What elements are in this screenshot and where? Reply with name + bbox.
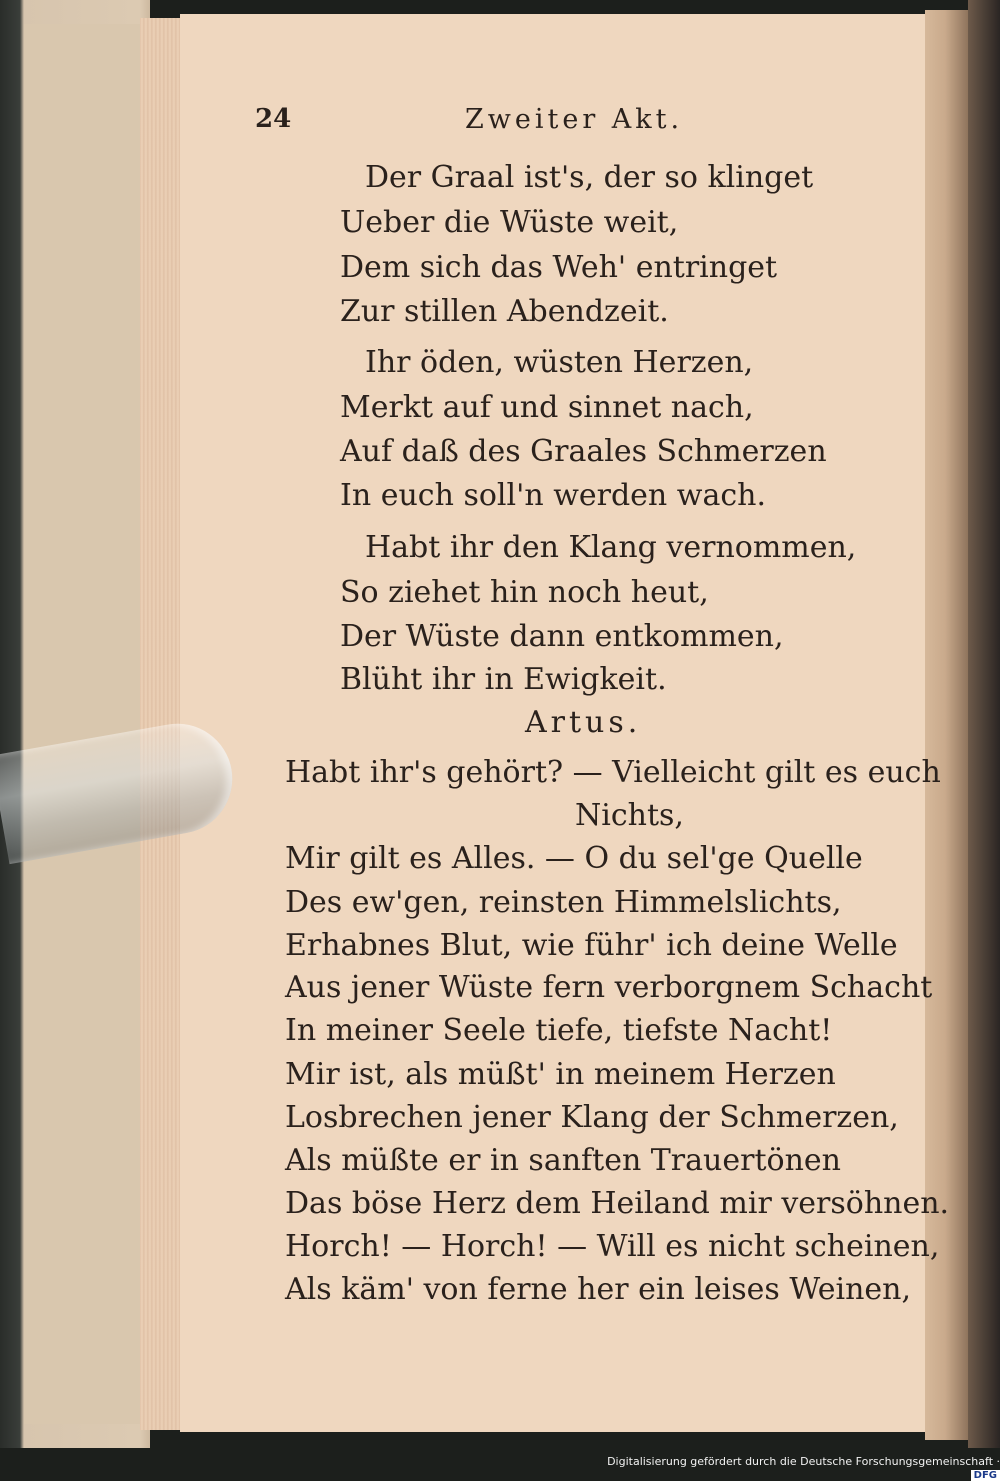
speech-line: Horch! — Horch! — Will es nicht scheinen, bbox=[285, 1229, 940, 1264]
verse-line: Der Graal ist's, der so klinget bbox=[365, 160, 814, 195]
verse-line: Ueber die Wüste weit, bbox=[340, 205, 679, 240]
verse-line: Blüht ihr in Ewigkeit. bbox=[340, 662, 667, 697]
speech-line: In meiner Seele tiefe, tiefste Nacht! bbox=[285, 1013, 833, 1048]
speech-line: Des ew'gen, reinsten Himmelslichts, bbox=[285, 885, 842, 920]
verse-line: So ziehet hin noch heut, bbox=[340, 575, 709, 610]
verse-line: Dem sich das Weh' entringet bbox=[340, 250, 778, 285]
speech-line: Losbrechen jener Klang der Schmerzen, bbox=[285, 1100, 899, 1135]
verse-line: Auf daß des Graales Schmerzen bbox=[340, 434, 827, 469]
verse-line: Der Wüste dann entkommen, bbox=[340, 619, 784, 654]
speech-line: Als müßte er in sanften Trauertönen bbox=[285, 1143, 841, 1178]
speech-line: Als käm' von ferne her ein leises Weinen, bbox=[285, 1272, 912, 1307]
speech-line: Mir gilt es Alles. — O du sel'ge Quelle bbox=[285, 841, 863, 876]
speech-line: Habt ihr's gehört? — Vielleicht gilt es euch bbox=[285, 755, 941, 790]
speech-line: Mir ist, als müßt' in meinem Herzen bbox=[285, 1057, 836, 1092]
verse-line: Habt ihr den Klang vernommen, bbox=[365, 530, 857, 565]
dfg-logo: DFG bbox=[971, 1470, 1000, 1481]
verse-line: Ihr öden, wüsten Herzen, bbox=[365, 345, 754, 380]
speech-line: Nichts, bbox=[575, 798, 684, 833]
speech-line: Aus jener Wüste fern verborgnem Schacht bbox=[285, 970, 933, 1005]
verse-line: Zur stillen Abendzeit. bbox=[340, 294, 669, 329]
footer-credit: Digitalisierung gefördert durch die Deutsche Forschungsgemeinschaft · bbox=[607, 1455, 1000, 1468]
right-shadow bbox=[968, 0, 1000, 1448]
running-title: Zweiter Akt. bbox=[465, 104, 684, 135]
page-header bbox=[255, 104, 855, 144]
verse-line: In euch soll'n werden wach. bbox=[340, 478, 767, 513]
speaker-name: Artus. bbox=[525, 705, 642, 740]
speech-line: Erhabnes Blut, wie führ' ich deine Welle bbox=[285, 928, 898, 963]
digitization-footer bbox=[600, 1455, 1000, 1481]
left-inner-cover bbox=[24, 24, 150, 1424]
page-number: 24 bbox=[255, 104, 292, 134]
speech-line: Das böse Herz dem Heiland mir versöhnen. bbox=[285, 1186, 950, 1221]
verse-line: Merkt auf und sinnet nach, bbox=[340, 390, 754, 425]
